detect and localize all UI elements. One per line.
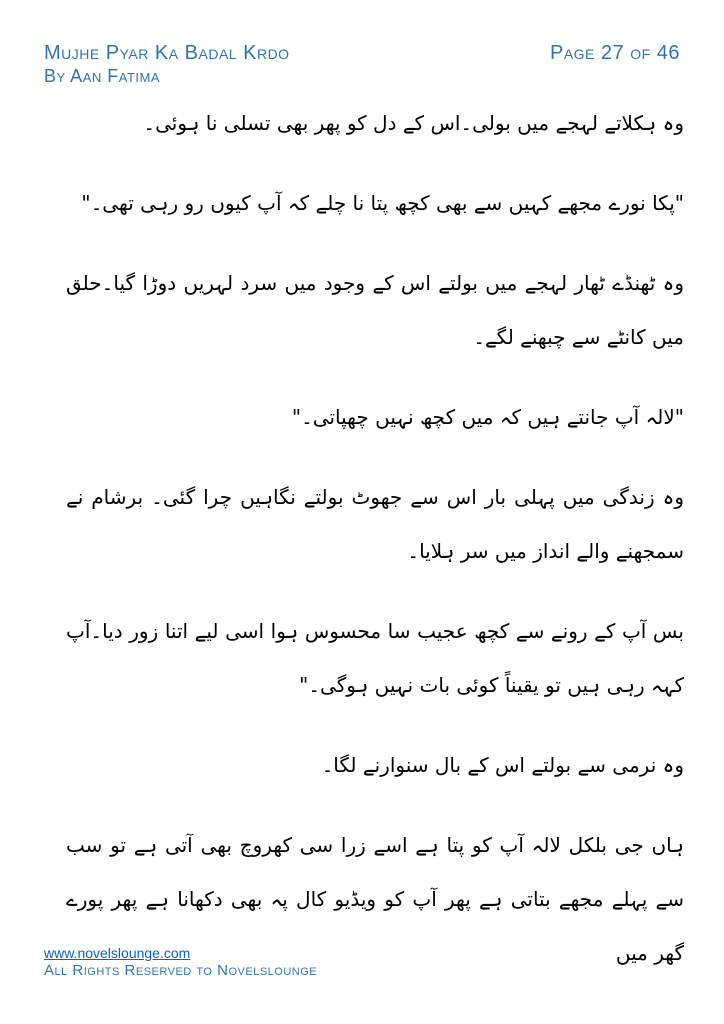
website-link[interactable]: www.novelslounge.com bbox=[44, 945, 191, 961]
paragraph-5: وہ زندگی میں پہلی بار اس سے جھوٹ بولتے نگاہیں چرا گئی۔ برشام نے سمجھنے والے انداز میں سر ہلایا۔ bbox=[66, 485, 684, 563]
paragraph-4: "لالہ آپ جانتے ہیں کہ میں کچھ نہیں چھپاتی۔" bbox=[291, 405, 684, 429]
copyright-notice: All Rights Reserved to Novelslounge bbox=[44, 962, 318, 979]
document-footer bbox=[44, 944, 317, 980]
paragraph-6: بس آپ کے رونے سے کچھ عجیب سا محسوس ہوا اسی لیے اتنا زور دیا۔آپ کہہ رہی ہیں تو یقیناً کوئی بات نہیں ہوگی۔" bbox=[66, 619, 684, 697]
paragraph-7: وہ نرمی سے بولتے اس کے بال سنوارنے لگا۔ bbox=[321, 753, 684, 777]
story-body bbox=[66, 96, 684, 1006]
author-byline: By Aan Fatima bbox=[44, 66, 161, 86]
novel-title: Mujhe Pyar Ka Badal Krdo bbox=[44, 42, 290, 64]
paragraph-2: "پکا نورے مجھے کہیں سے بھی کچھ پتا نا چلے کہ آپ کیوں رو رہی تھی۔" bbox=[81, 191, 684, 215]
paragraph-8: ہاں جی بلکل لالہ آپ کو پتا ہے اسے زرا سی کھروچ بھی آتی ہے تو سب سے پہلے مجھے بتاتی ہے پھر آپ کو ویڈیو کال پہ بھی دکھانا ہے پھر پورے گھر میں bbox=[66, 833, 684, 965]
paragraph-1: وہ ہکلاتے لہجے میں بولی۔اس کے دل کو پھر بھی تسلی نا ہوئی۔ bbox=[143, 111, 684, 135]
page-number: Page 27 of 46 bbox=[549, 42, 680, 64]
document-header bbox=[44, 42, 290, 86]
paragraph-3: وہ ٹھنڈے ٹھار لہجے میں بولتے اس کے وجود میں سرد لہریں دوڑا گیا۔حلق میں کانٹے سے چبھنے لگے۔ bbox=[66, 271, 684, 349]
